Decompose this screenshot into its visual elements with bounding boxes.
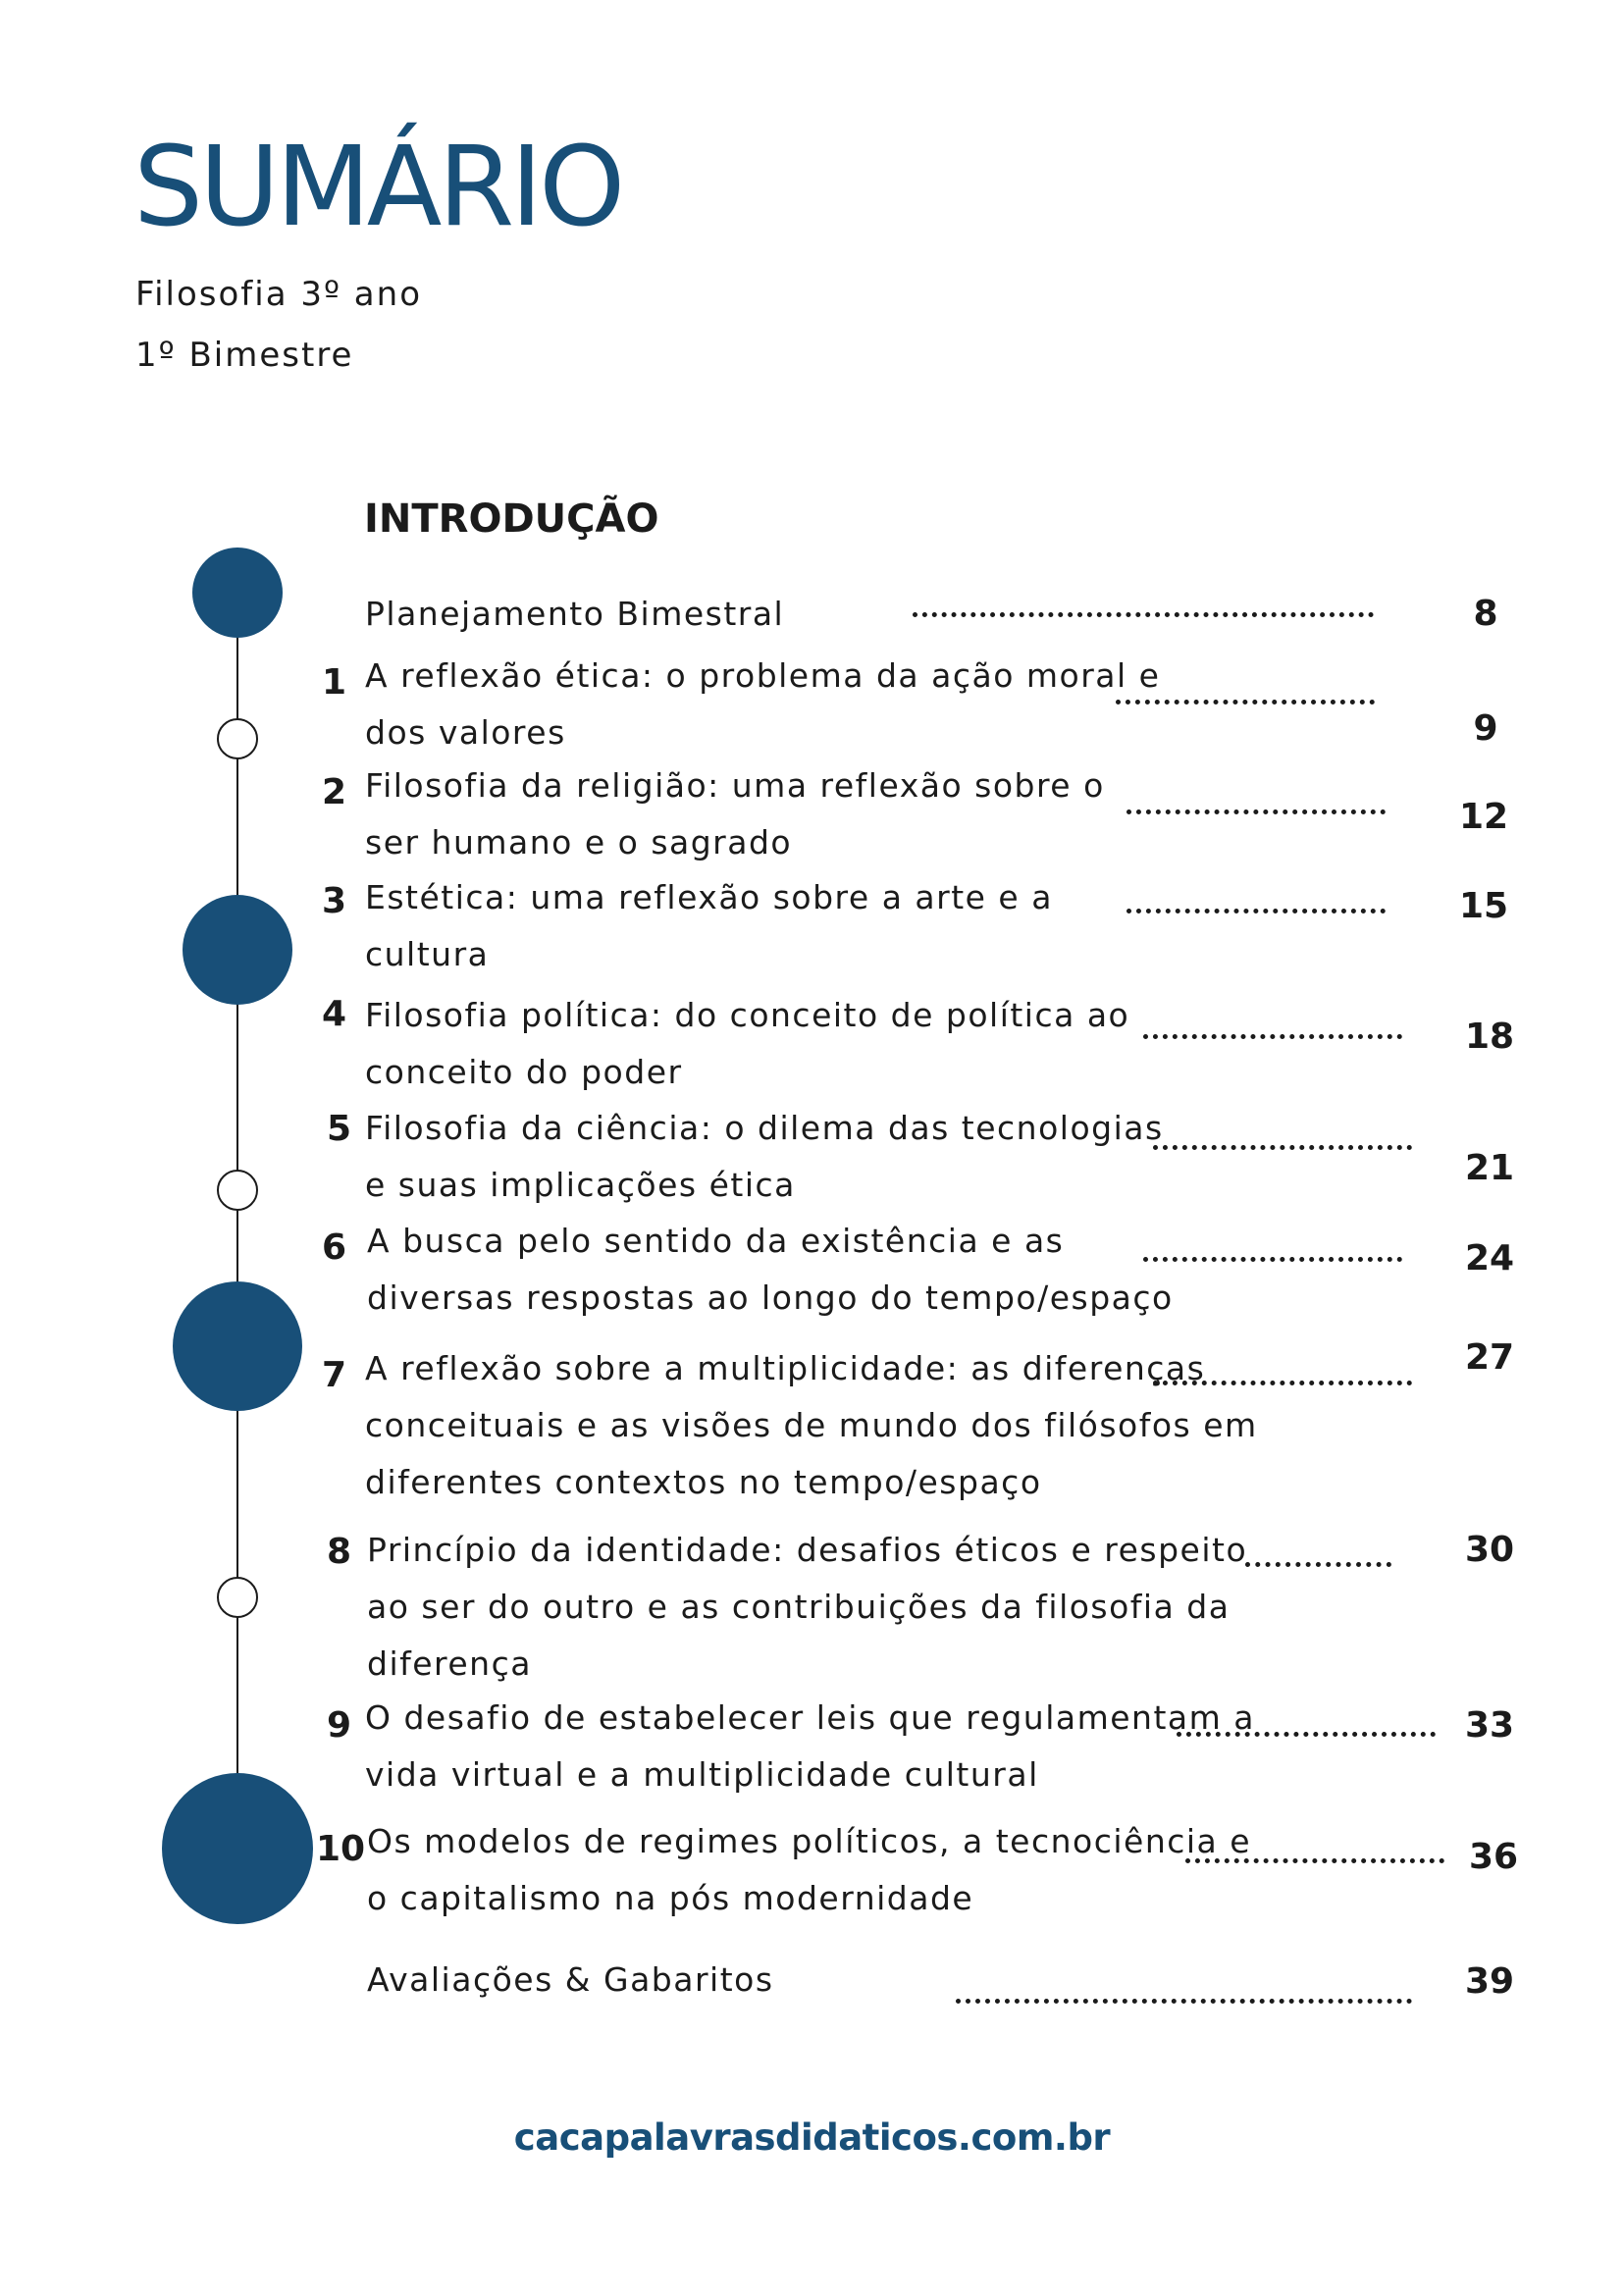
chapter-number: 10 <box>316 1829 366 1869</box>
timeline-large-dot <box>162 1773 313 1924</box>
chapter-page: 30 <box>1464 1530 1515 1570</box>
chapter-number: 2 <box>322 772 347 812</box>
chapter-title-line: A reflexão ética: o problema da ação moral e <box>365 656 1161 695</box>
chapter-title-line: Filosofia da religião: uma reflexão sobre o <box>365 766 1105 805</box>
chapter-title-line: dos valores <box>365 713 566 752</box>
page-title: SUMÁRIO <box>133 124 622 251</box>
chapter-title-line: Filosofia política: do conceito de política ao <box>365 996 1130 1034</box>
timeline-large-dot <box>183 895 292 1005</box>
toc-closing-leader <box>956 1999 1412 2004</box>
timeline-small-dot <box>218 1171 257 1210</box>
subject-subtitle: Filosofia 3º ano <box>135 275 422 314</box>
chapter-number: 8 <box>327 1532 352 1572</box>
timeline-small-dot <box>218 719 257 758</box>
chapter-number: 4 <box>322 994 347 1034</box>
timeline-large-dot <box>173 1281 302 1411</box>
chapter-title-line: conceituais e as visões de mundo dos filósofos em <box>365 1406 1258 1444</box>
chapter-page: 24 <box>1464 1238 1515 1278</box>
timeline-large-dot <box>192 548 283 638</box>
chapter-leader <box>1116 700 1375 704</box>
chapter-leader <box>1126 809 1386 814</box>
chapter-number: 1 <box>322 662 347 703</box>
chapter-leader <box>1143 1257 1402 1262</box>
chapter-page: 12 <box>1458 797 1509 837</box>
chapter-title-line: conceito do poder <box>365 1053 683 1091</box>
toc-intro-leader <box>913 612 1374 617</box>
chapter-title-line: O desafio de estabelecer leis que regulamentam a <box>365 1698 1255 1737</box>
chapter-title-line: Filosofia da ciência: o dilema das tecnologias <box>365 1109 1164 1147</box>
chapter-title-line: o capitalismo na pós modernidade <box>367 1879 974 1917</box>
chapter-title-line: A busca pelo sentido da existência e as <box>367 1222 1065 1260</box>
chapter-title-line: Estética: uma reflexão sobre a arte e a <box>365 878 1053 916</box>
chapter-title-line: Princípio da identidade: desafios éticos e respeito <box>367 1531 1248 1569</box>
toc-intro-page: 8 <box>1473 594 1498 634</box>
chapter-page: 21 <box>1464 1148 1515 1188</box>
chapter-title-line: Os modelos de regimes políticos, a tecnociência e <box>367 1822 1252 1860</box>
chapter-title-line: diferença <box>367 1644 532 1683</box>
chapter-page: 9 <box>1473 708 1498 749</box>
chapter-title-line: diversas respostas ao longo do tempo/espaço <box>367 1278 1174 1317</box>
chapter-title-line: ao ser do outro e as contribuições da filosofia da <box>367 1588 1231 1626</box>
chapter-leader <box>1185 1858 1444 1863</box>
chapter-page: 18 <box>1464 1017 1515 1057</box>
timeline-small-dot <box>218 1578 257 1617</box>
chapter-page: 33 <box>1464 1705 1515 1746</box>
toc-intro-title: Planejamento Bimestral <box>365 595 785 633</box>
chapter-number: 9 <box>327 1705 352 1746</box>
chapter-leader <box>1177 1732 1436 1737</box>
section-heading: INTRODUÇÃO <box>364 496 659 542</box>
chapter-leader <box>1126 909 1386 913</box>
chapter-number: 5 <box>327 1109 352 1149</box>
chapter-title-line: e suas implicações ética <box>365 1166 796 1204</box>
chapter-leader <box>1245 1562 1391 1567</box>
footer-website-link[interactable]: cacapalavrasdidaticos.com.br <box>513 2116 1111 2159</box>
chapter-title-line: diferentes contextos no tempo/espaço <box>365 1463 1042 1501</box>
chapter-page: 27 <box>1464 1337 1515 1378</box>
term-subtitle: 1º Bimestre <box>135 336 354 375</box>
chapter-title-line: ser humano e o sagrado <box>365 823 793 861</box>
chapter-title-line: A reflexão sobre a multiplicidade: as diferenças <box>365 1349 1206 1387</box>
chapter-page: 15 <box>1458 886 1509 926</box>
chapter-title-line: vida virtual e a multiplicidade cultural <box>365 1755 1039 1794</box>
chapter-page: 36 <box>1468 1837 1519 1877</box>
toc-closing-title: Avaliações & Gabaritos <box>367 1960 774 1999</box>
chapter-number: 3 <box>322 881 347 921</box>
chapter-number: 7 <box>322 1355 347 1395</box>
chapter-title-line: cultura <box>365 935 490 973</box>
chapter-leader <box>1143 1034 1402 1039</box>
toc-closing-page: 39 <box>1464 1961 1515 2002</box>
chapter-leader <box>1153 1381 1412 1385</box>
chapter-number: 6 <box>322 1227 347 1268</box>
chapter-leader <box>1153 1145 1412 1150</box>
